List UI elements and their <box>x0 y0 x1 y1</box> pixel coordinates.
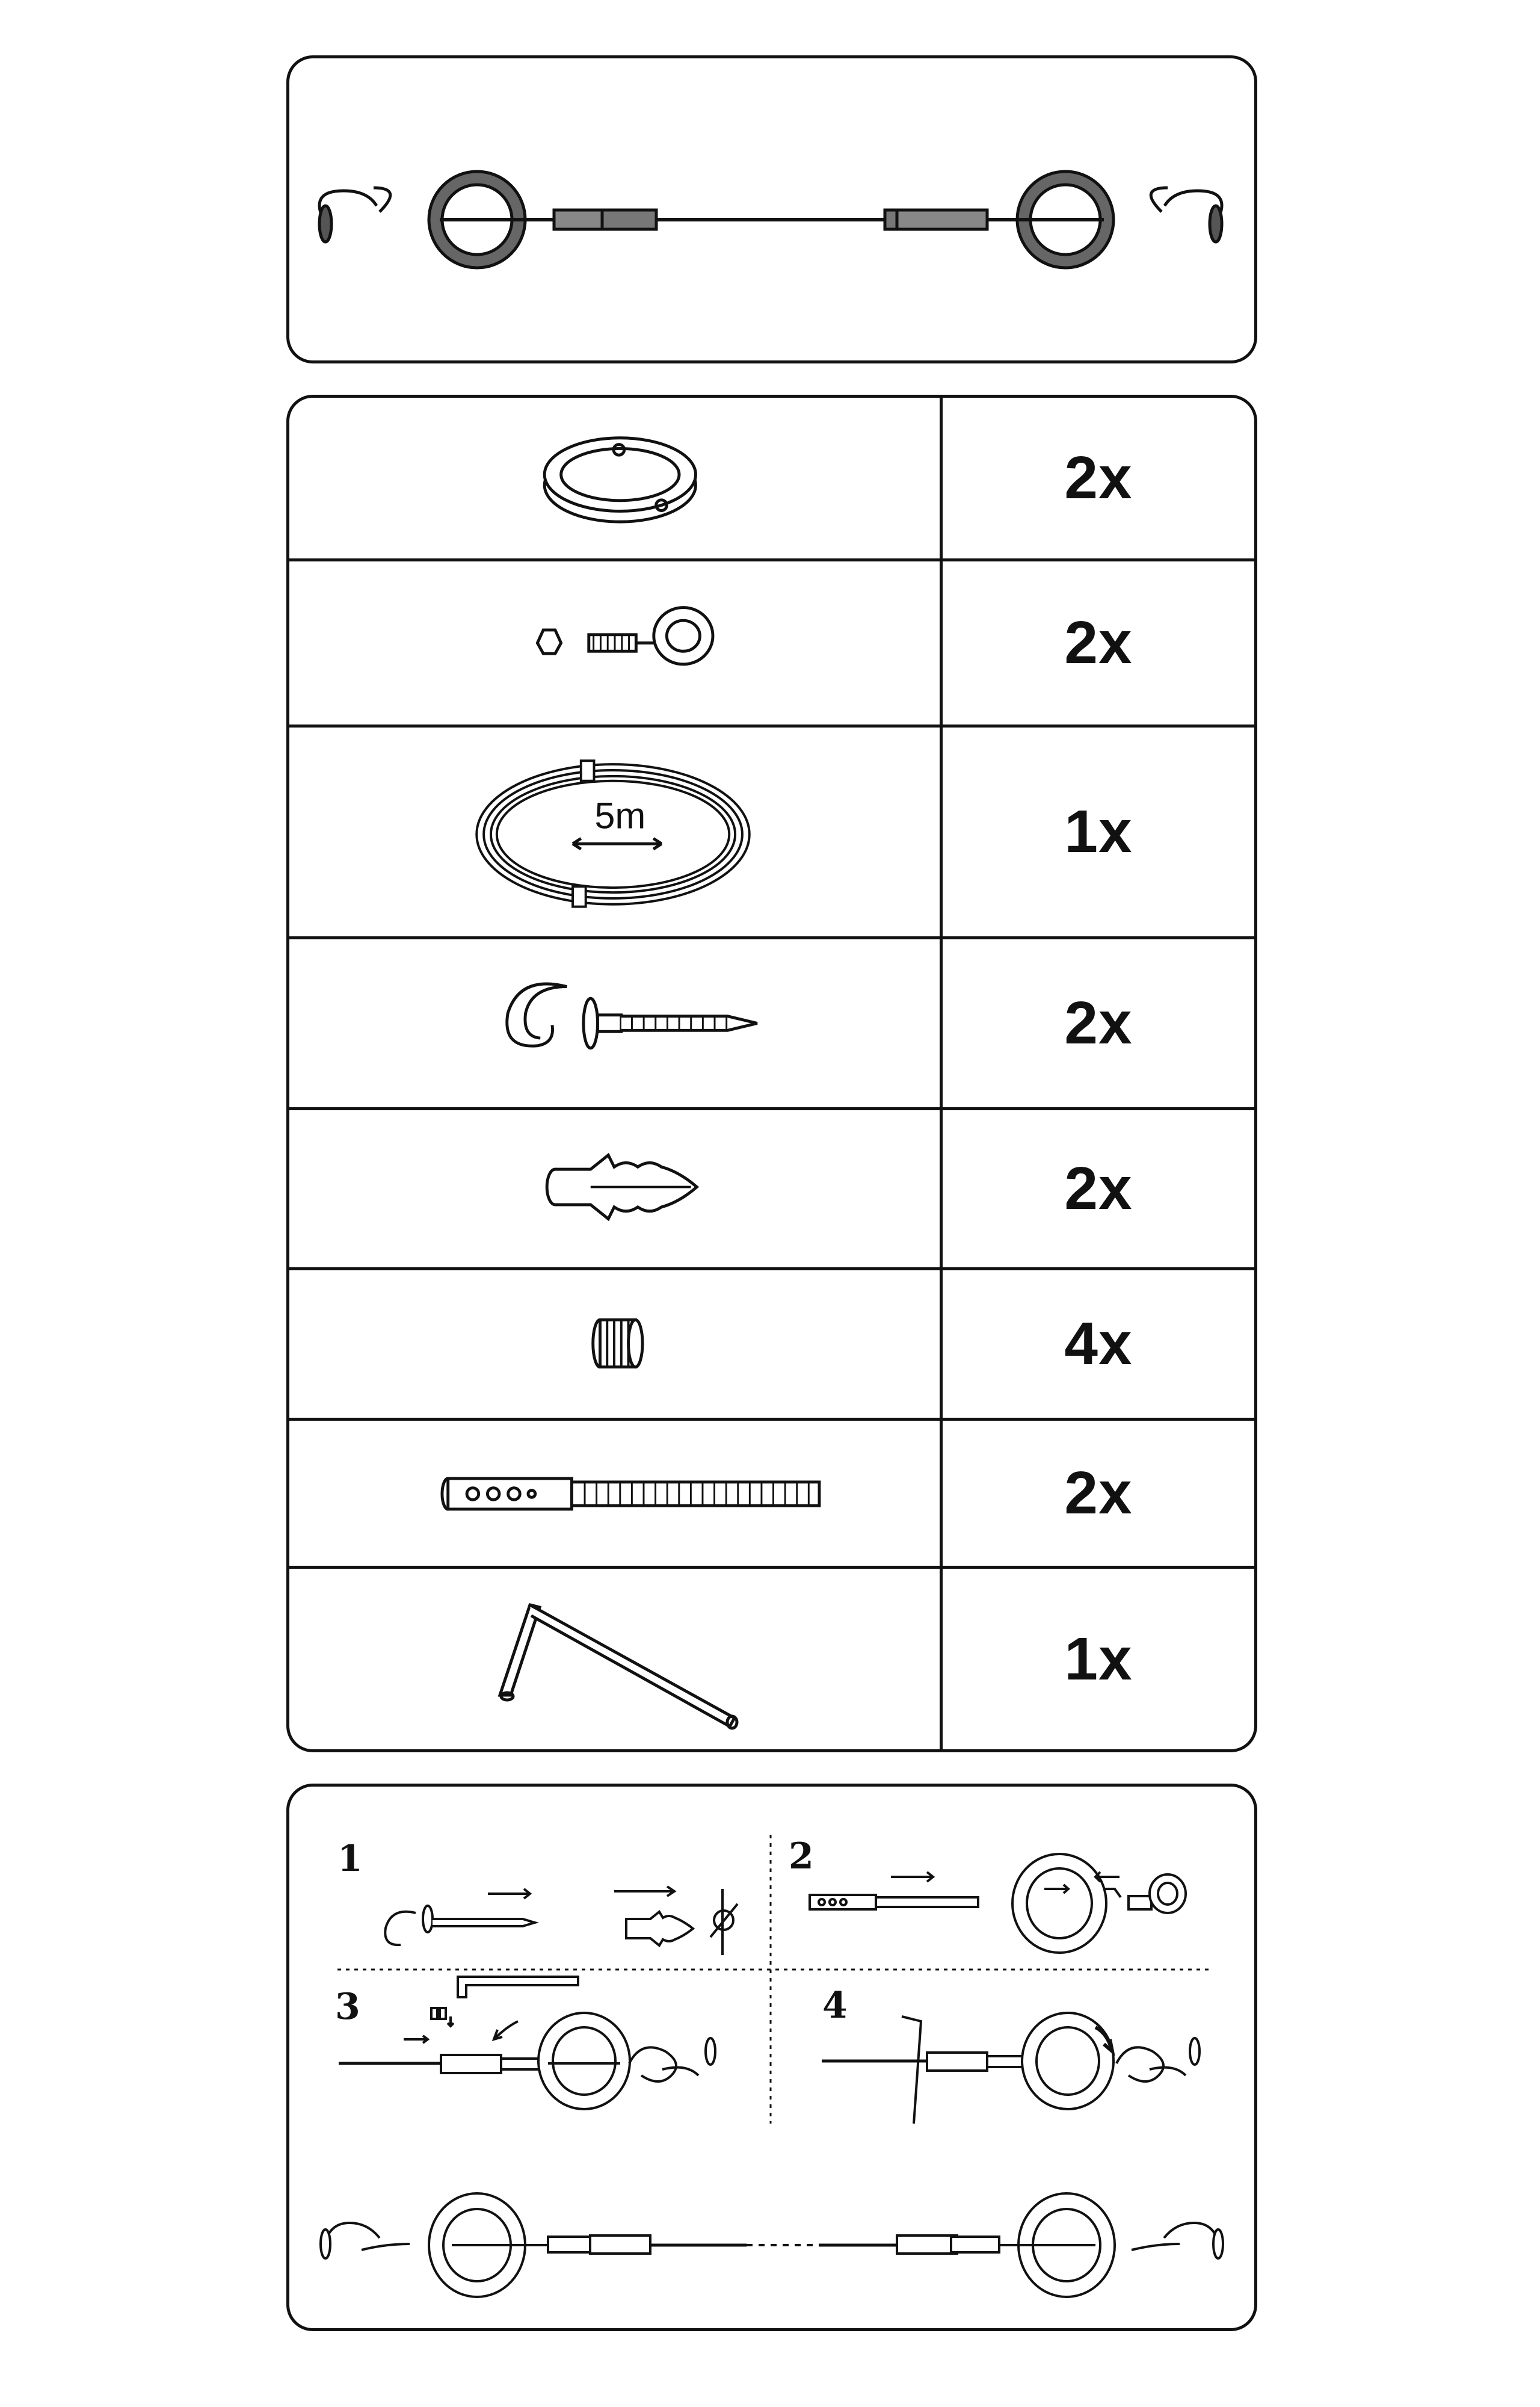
part-row-ring <box>289 398 1254 561</box>
assembled-wire-icon <box>289 58 1254 360</box>
part-qty: 1x <box>1064 1625 1133 1693</box>
allen-key-icon <box>289 1569 940 1749</box>
assembly-steps-diagram <box>289 1787 1254 2328</box>
step-number-1: 1 <box>337 1838 363 1880</box>
wall-plug-icon <box>289 1110 940 1267</box>
part-qty: 2x <box>1064 609 1133 676</box>
part-qty: 2x <box>1064 989 1133 1057</box>
tensioner-bolt-icon <box>289 1421 940 1566</box>
part-row-wire-coil <box>289 728 1254 939</box>
step-number-4: 4 <box>822 1985 848 2027</box>
step-3-illustration <box>339 1977 715 2109</box>
part-qty: 1x <box>1064 798 1133 865</box>
part-row-allen-key <box>289 1569 1254 1749</box>
step-4-illustration <box>822 2013 1200 2124</box>
part-row-wall-plug <box>289 1110 1254 1270</box>
step-2-illustration <box>810 1854 1186 1953</box>
part-qty: 4x <box>1064 1310 1133 1377</box>
parts-table <box>286 395 1257 1752</box>
assembly-steps-panel <box>286 1784 1257 2331</box>
step-number-3: 3 <box>335 1986 360 2028</box>
eye-bolt-icon <box>289 561 940 725</box>
part-row-eye-bolt <box>289 561 1254 728</box>
wire-length-label: 5m <box>594 795 646 836</box>
final-assembly-illustration <box>321 2193 1223 2297</box>
step-1-illustration <box>385 1886 738 1955</box>
grub-screw-icon <box>289 1270 940 1418</box>
part-qty: 2x <box>1064 1459 1133 1527</box>
ring-icon <box>289 398 940 558</box>
part-row-tensioner-bolt <box>289 1421 1254 1569</box>
part-qty: 2x <box>1064 444 1133 511</box>
part-row-grub-screw <box>289 1270 1254 1421</box>
part-row-hook-screw <box>289 939 1254 1110</box>
part-qty: 2x <box>1064 1155 1133 1222</box>
hook-screw-icon <box>289 939 940 1107</box>
step-number-2: 2 <box>789 1835 814 1877</box>
wire-coil-icon <box>289 728 940 936</box>
overview-panel <box>286 55 1257 363</box>
